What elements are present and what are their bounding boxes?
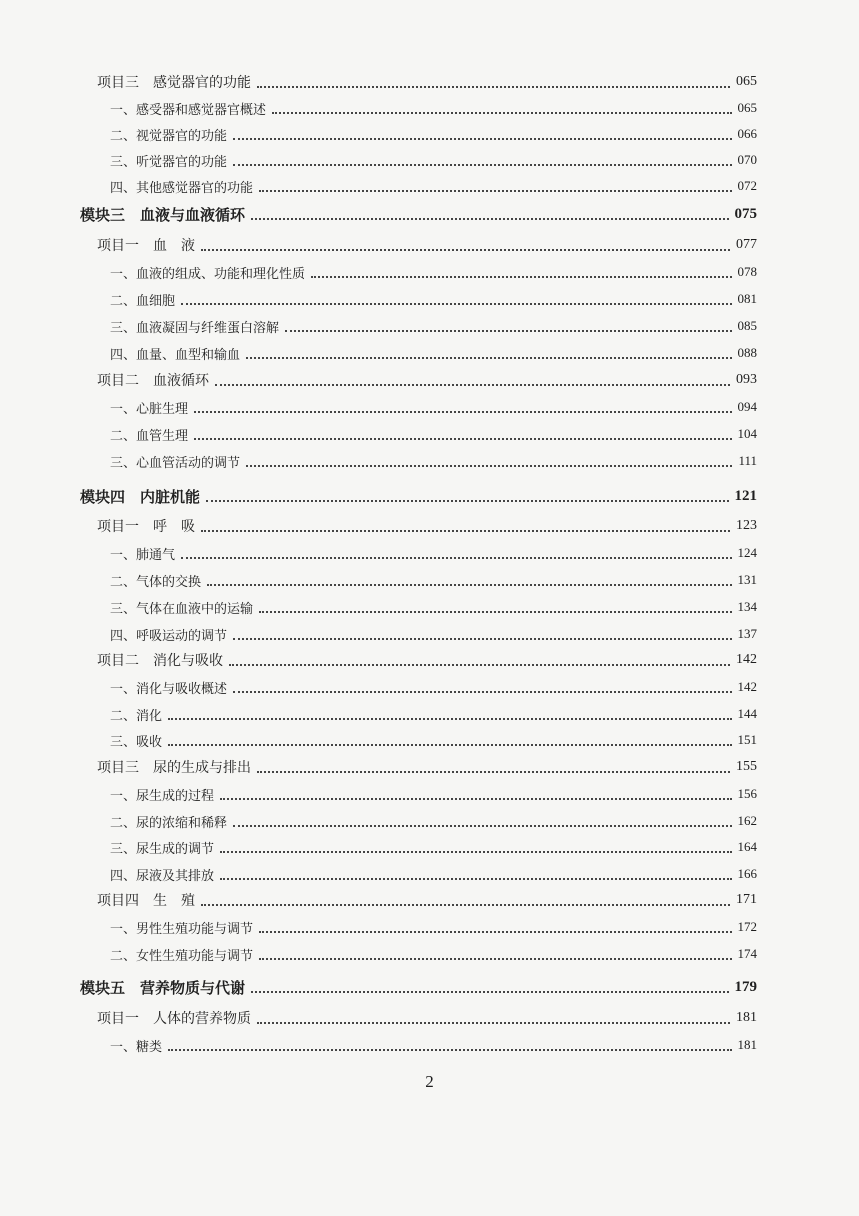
dot-leader [233,637,731,640]
toc-entry-page: 179 [734,978,757,995]
dot-leader [220,877,731,880]
toc-entry-title: 一、感受器和感觉器官概述 [110,102,267,118]
toc-entry-page: 070 [737,152,757,167]
toc-entry-title: 四、尿液及其排放 [110,868,215,884]
toc-entry-page: 081 [737,291,757,306]
toc-entry-title: 三、尿生成的调节 [110,841,215,857]
toc-entry-title: 一、男性生殖功能与调节 [110,921,254,937]
toc-entry-page: 131 [737,572,757,587]
toc-entry-page: 181 [736,1010,757,1025]
dot-leader [207,583,731,586]
dot-leader [181,302,731,305]
dot-leader [181,556,731,559]
toc-entry-page: 065 [737,100,757,115]
toc-entry-page: 124 [737,545,757,560]
toc-entry-title: 项目二 消化与吸收 [97,653,223,669]
toc-entry[interactable] [110,260,757,284]
toc-entry-title: 二、血细胞 [110,293,176,309]
dot-leader [229,663,730,666]
toc-entry-page: 142 [737,679,757,694]
toc-entry-page: 085 [737,318,757,333]
toc-entry[interactable] [110,422,757,446]
dot-leader [194,437,731,440]
toc-entry-page: 134 [737,599,757,614]
toc-entry-title: 项目一 呼 吸 [97,519,195,535]
toc-entry-title: 二、消化 [110,708,163,724]
dot-leader [259,957,731,960]
toc-entry-page: 181 [737,1037,757,1052]
toc-entry-page: 171 [736,892,757,907]
toc-entry[interactable] [110,287,757,311]
dot-leader [168,743,731,746]
toc-entry[interactable] [110,702,757,726]
dot-leader [233,137,731,140]
dot-leader [201,903,730,906]
toc-entry[interactable] [97,888,757,912]
toc-entry-page: 077 [736,237,757,252]
dot-leader [259,930,731,933]
toc-entry-title: 模块三 血液与血液循环 [80,205,246,224]
toc-entry-title: 一、血液的组成、功能和理化性质 [110,266,306,282]
toc-entry-title: 二、女性生殖功能与调节 [110,948,254,964]
toc-entry-page: 121 [734,487,757,504]
dot-leader [257,85,730,88]
toc-entry-page: 094 [737,399,757,414]
toc-entry-page: 156 [737,786,757,801]
toc-entry-page: 174 [737,946,757,961]
dot-leader [285,329,731,332]
dot-leader [257,1021,730,1024]
toc-entry-title: 一、尿生成的过程 [110,788,215,804]
dot-leader [233,690,731,693]
dot-leader [251,990,728,993]
toc-entry-title: 项目一 人体的营养物质 [97,1011,251,1027]
toc-entry[interactable] [97,648,757,672]
toc-entry-title: 四、其他感觉器官的功能 [110,180,254,196]
toc-entry[interactable] [110,595,757,619]
toc-entry-page: 142 [736,652,757,667]
toc-entry[interactable] [110,96,757,120]
toc-entry-page: 072 [737,178,757,193]
toc-entry-page: 088 [737,345,757,360]
dot-leader [251,217,728,220]
toc-entry-title: 项目三 感觉器官的功能 [97,75,251,91]
toc-entry-title: 一、心脏生理 [110,401,189,417]
dot-leader [233,163,731,166]
toc-entry[interactable] [110,541,757,565]
toc-entry[interactable] [80,202,757,226]
toc-entry-title: 三、吸收 [110,734,163,750]
toc-entry-title: 二、视觉器官的功能 [110,128,228,144]
toc-entry-title: 模块四 内脏机能 [80,487,201,506]
toc-entry-page: 075 [734,205,757,222]
toc-entry-title: 项目二 血液循环 [97,373,209,389]
dot-leader [257,770,730,773]
toc-entry-page: 155 [736,759,757,774]
toc-entry-title: 项目三 尿的生成与排出 [97,760,251,776]
dot-leader [220,850,731,853]
page-number: 2 [425,1072,434,1091]
toc-entry[interactable] [110,1033,757,1057]
toc-entry[interactable] [110,449,757,473]
toc-entry[interactable] [110,122,757,146]
toc-entry[interactable] [110,782,757,806]
toc-entry[interactable] [97,368,757,392]
toc-entry-page: 123 [736,518,757,533]
dot-leader [201,529,730,532]
toc-entry-page: 151 [737,732,757,747]
toc-entry[interactable] [110,622,757,646]
toc-entry[interactable] [97,233,757,257]
toc-entry-page: 111 [738,453,757,468]
dot-leader [215,383,730,386]
dot-leader [246,464,732,467]
toc-entry-page: 104 [737,426,757,441]
toc-entry-title: 二、气体的交换 [110,574,202,590]
toc-entry[interactable] [97,70,757,94]
toc-entry-page: 065 [736,74,757,89]
toc-entry-title: 三、听觉器官的功能 [110,154,228,170]
toc-entry-page: 078 [737,264,757,279]
toc-entry-title: 三、心血管活动的调节 [110,455,241,471]
toc-entry-title: 项目一 血 液 [97,238,195,254]
toc-entry[interactable] [110,862,757,886]
toc-entry-page: 137 [737,626,757,641]
dot-leader [168,717,731,720]
toc-entry-page: 144 [737,706,757,721]
toc-entry[interactable] [110,728,757,752]
dot-leader [259,610,731,613]
toc-entry-page: 066 [737,126,757,141]
toc-entry-title: 一、消化与吸收概述 [110,681,228,697]
toc-entry[interactable] [110,341,757,365]
dot-leader [259,189,731,192]
dot-leader [311,275,731,278]
toc-entry[interactable] [97,755,757,779]
dot-leader [233,824,731,827]
toc-entry-title: 三、气体在血液中的运输 [110,601,254,617]
toc-entry-title: 二、血管生理 [110,428,189,444]
toc-entry[interactable] [110,395,757,419]
toc-entry[interactable] [110,942,757,966]
dot-leader [220,797,731,800]
toc-entry-title: 四、呼吸运动的调节 [110,628,228,644]
toc-entry-title: 一、糖类 [110,1039,163,1055]
toc-entry[interactable] [110,148,757,172]
toc-entry-page: 162 [737,813,757,828]
toc-entry-page: 164 [737,839,757,854]
toc-entry-page: 166 [737,866,757,881]
dot-leader [272,111,731,114]
dot-leader [246,356,731,359]
toc-entry[interactable] [80,975,757,999]
toc-entry-title: 项目四 生 殖 [97,893,195,909]
toc-entry-title: 二、尿的浓缩和稀释 [110,815,228,831]
toc-entry[interactable] [110,809,757,833]
toc-entry[interactable] [97,514,757,538]
toc-entry-title: 模块五 营养物质与代谢 [80,978,246,997]
toc-entry[interactable] [110,314,757,338]
toc-entry[interactable] [110,915,757,939]
toc-entry-page: 172 [737,919,757,934]
toc-entry[interactable] [110,835,757,859]
toc-entry[interactable] [110,174,757,198]
dot-leader [201,248,730,251]
toc-entry[interactable] [97,1006,757,1030]
dot-leader [206,499,728,502]
dot-leader [168,1048,731,1051]
dot-leader [194,410,731,413]
toc-entry-title: 一、肺通气 [110,547,176,563]
toc-entry[interactable] [80,484,757,508]
toc-entry[interactable] [110,568,757,592]
toc-entry-title: 三、血液凝固与纤维蛋白溶解 [110,320,280,336]
toc-entry-page: 093 [736,372,757,387]
toc-entry[interactable] [110,675,757,699]
toc-entry-title: 四、血量、血型和输血 [110,347,241,363]
